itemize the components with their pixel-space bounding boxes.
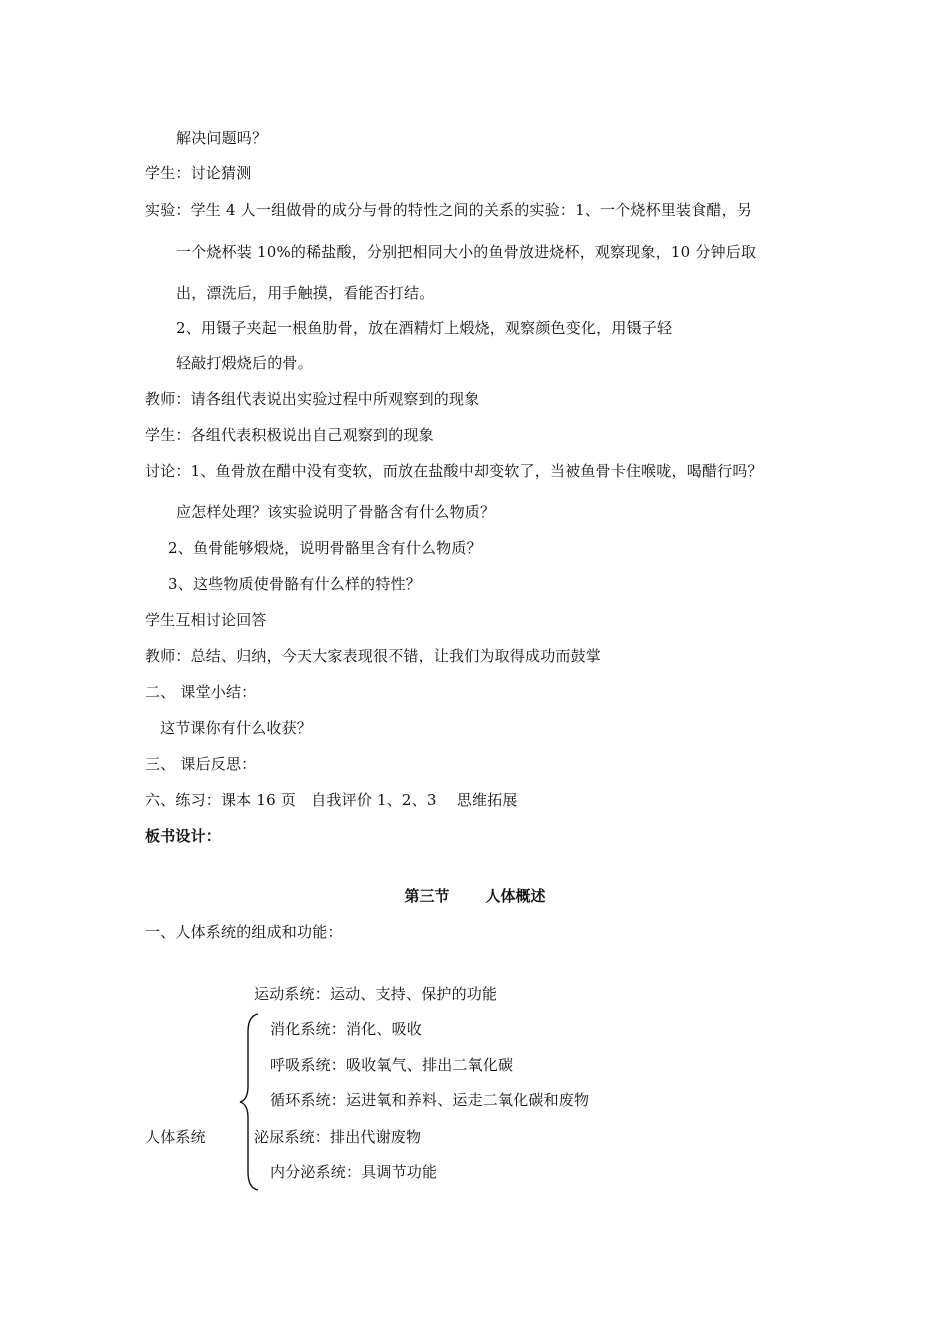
text-line: 教师：请各组代表说出实验过程中所观察到的现象: [145, 390, 480, 408]
text-line: 解决问题吗？: [176, 129, 268, 147]
system-item: 泌尿系统：排出代谢废物: [254, 1128, 422, 1146]
text-line: 学生互相讨论回答: [145, 611, 267, 629]
text-line: 教师：总结、归纳，今天大家表现很不错，让我们为取得成功而鼓掌: [145, 647, 602, 665]
text-line: 学生：各组代表积极说出自己观察到的现象: [145, 426, 434, 444]
section-name: 人体概述: [485, 887, 546, 905]
exercise-line: 六、练习：课本 16 页 自我评价 1、2、3 思维拓展: [145, 791, 518, 809]
text-line: 实验：学生 4 人一组做骨的成分与骨的特性之间的关系的实验：1、一个烧杯里装食醋，另: [145, 201, 753, 219]
board-design-heading: 板书设计：: [145, 827, 222, 845]
text-line: 一个烧杯装 10%的稀盐酸，分别把相同大小的鱼骨放进烧杯，观察现象，10 分钟后取: [176, 243, 757, 261]
system-item: 内分泌系统：具调节功能: [270, 1163, 438, 1181]
system-item: 循环系统：运进氧和养料、运走二氧化碳和废物: [270, 1091, 590, 1109]
text-line: 讨论：1、鱼骨放在醋中没有变软，而放在盐酸中却变软了，当被鱼骨卡住喉咙，喝醋行吗？: [145, 462, 763, 480]
text-line: 学生：讨论猜测: [145, 164, 252, 182]
text-line: 应怎样处理？该实验说明了骨骼含有什么物质？: [176, 503, 496, 521]
curly-brace-icon: [238, 1012, 262, 1192]
section-number: 第三节: [404, 887, 450, 905]
section-heading: 一、人体系统的组成和功能：: [145, 923, 343, 941]
text-line: 3、这些物质使骨骼有什么样的特性？: [168, 575, 421, 593]
text-line: 出，漂洗后，用手触摸，看能否打结。: [176, 284, 435, 302]
text-line: 2、用镊子夹起一根鱼肋骨，放在酒精灯上煅烧，观察颜色变化，用镊子轻: [176, 319, 673, 337]
section-title: [0, 886, 950, 906]
text-line: 2、鱼骨能够煅烧，说明骨骼里含有什么物质？: [168, 539, 482, 557]
system-item: 呼吸系统：吸收氧气、排出二氧化碳: [270, 1056, 514, 1074]
diagram-root-label: 人体系统: [145, 1128, 206, 1146]
reflection-heading: 三、 课后反思：: [145, 755, 257, 773]
system-item: 运动系统：运动、支持、保护的功能: [254, 985, 498, 1003]
summary-heading: 二、 课堂小结：: [145, 683, 257, 701]
text-line: 轻敲打煅烧后的骨。: [176, 354, 313, 372]
system-item: 消化系统：消化、吸收: [270, 1020, 423, 1038]
text-line: 这节课你有什么收获？: [160, 719, 313, 737]
